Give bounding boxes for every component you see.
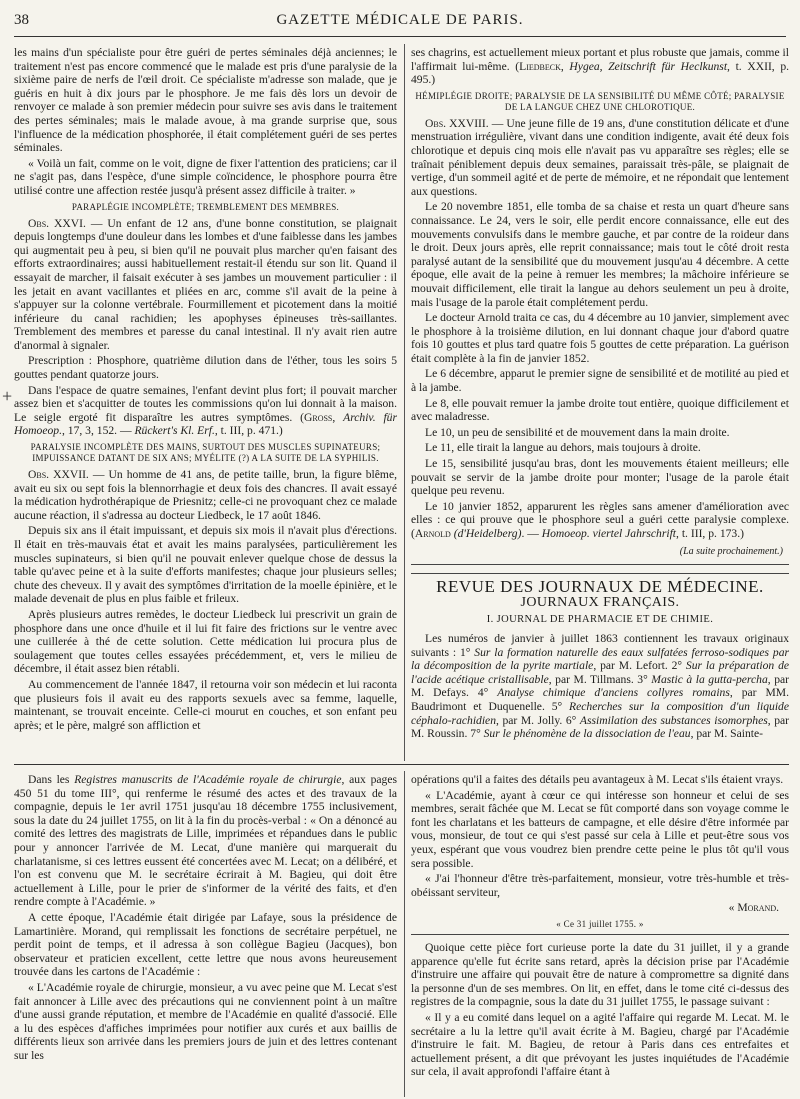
observation-label: Obs. XXVIII. (425, 116, 489, 130)
page-title: GAZETTE MÉDICALE DE PARIS. (276, 12, 524, 28)
section-heading: HÉMIPLÉGIE DROITE; PARALYSIE DE LA SENSIBILITÉ DU MÊME CÔTÉ; PARALYSIE DE LA LANGUE CHEZ UNE CHLOROTIQUE. (415, 90, 785, 112)
section-heading: I. JOURNAL DE PHARMACIE ET DE CHIMIE. (486, 614, 714, 626)
letter-date: « Ce 31 juillet 1755. » (556, 918, 644, 929)
article-title: Assimilation des substances isomorphes (579, 713, 768, 727)
text: , par M. Tillmans. 3° (548, 672, 652, 686)
section-divider (14, 764, 789, 765)
paragraph (14, 773, 397, 909)
paragraph: Le 8, elle pouvait remuer la jambe droite tout entière, quoique difficilement et avec maladresse. (411, 396, 789, 424)
text: , par M. Roussin. 7° (411, 713, 789, 741)
article-title: Mastic à la gutta-percha (651, 672, 768, 686)
column-left-top (14, 46, 397, 759)
article-title: Recherches sur la composition d'un liquide céphalo-rachidien (411, 699, 789, 727)
text: . — (521, 527, 542, 540)
source-title: Hygea, Zeitschrift für Heclkunst (569, 59, 728, 73)
paragraph: Le 15, sensibilité jusqu'au bras, dont les mouvements étaient meilleurs; elle pouvait se servir de la jambe droite pour monter; l'usage de la parole était quelque peu revenu. (411, 457, 789, 498)
page-number: 38 (14, 12, 29, 28)
paragraph: Le 6 décembre, apparut le premier signe de sensibilité et de motilité au pied et à la jambe. (411, 367, 789, 395)
text: ses chagrins, est actuellement mieux portant et plus robuste que jamais, comme il l'affirmait lui-même. ( (411, 46, 789, 73)
column-right-bottom (411, 773, 789, 1095)
observation-text: — Une jeune fille de 19 ans, d'une constitution délicate et d'une menstruation irrégulière, vivant dans une condition indigente, avait été deux fois chlorotique et depuis cinq mois elle n'avait pas vu apparaître ses règles; elle se traînait péniblement depuis deux semaines, paraissait très-pâle, se plaignait de vertige, d'un sommeil agité et de perte de mémoire, et ne répondait que lentement aux questions. (411, 116, 789, 198)
paragraph: Prescription : Phosphore, quatrième dilution dans de l'éther, tous les soirs 5 gouttes pendant quatorze jours. (14, 354, 397, 382)
text: Les numéros de janvier à juillet 1863 contiennent les travaux originaux suivants : 1° (411, 631, 789, 659)
column-left-bottom (14, 773, 397, 1095)
paragraph: les mains d'un spécialiste pour être guéri de pertes séminales déjà anciennes; le traitement n'est pas encore commencé que le malade est pris d'une paralysie de la sixième paire de nerfs de l'œil droit. Ce spécialiste m'adresse son malade, que je guéris en huit à dix jours par le phosphore. Je me fais dès lors un devoir de renvoyer ce malade à son premier médecin pour suivre ses avis dans le traitement des pertes séminales; mais le malade avoue, à ma grande surprise que, sous l'influence de la médication phosphorée, il était complétement guéri de ses pertes séminales. (14, 46, 397, 155)
paragraph: opérations qu'il a faites des détails peu avantageux à M. Lecat s'ils étaient vrays. (411, 773, 784, 786)
source-author: Arnold (414, 527, 451, 540)
source-title: Registres manuscrits de l'Académie royale de chirurgie (74, 773, 342, 786)
source-title: (d'Heidelberg) (453, 527, 522, 540)
horizontal-rule (411, 564, 789, 565)
source-author: Liedbeck (519, 59, 561, 73)
observation-paragraph (14, 468, 397, 522)
paragraph (14, 384, 397, 438)
column-divider-top (404, 44, 405, 761)
paragraph: Quoique cette pièce fort curieuse porte la date du 31 juillet, il y a grande apparence qu'elle fut écrite sans retard, après la décision prise par l'Académie d'instruire une affaire qui pouvait être de nature à compromettre sa dignité dans la personne d'un de ses membres. On lit, en effet, dans le tome cité ci-dessus des registres de la compagnie, sous la date du 31 juillet 1755, le passage suivant : (411, 940, 789, 1009)
paragraph: Le 11, elle tirait la langue au dehors, mais toujours à droite. (425, 441, 701, 455)
paragraph: « J'ai l'honneur d'être très-parfaitement, monsieur, votre très-humble et très-obéissant serviteur, (411, 872, 789, 899)
text: , par M. Lefort. 2° (593, 659, 686, 673)
text: Dans l'espace de quatre semaines, l'enfant devint plus fort; il pouvait marcher assez bien et s'acquitter de toutes les commissions qu'on lui donnait à la maison. Le seigle ergoté fit disparaître les autres symptômes. ( (14, 383, 397, 424)
margin-cross-mark: + (2, 386, 13, 406)
paragraph (411, 500, 789, 541)
source-title: Homoeop. viertel Jahrschrift (541, 527, 677, 540)
paragraph: Après plusieurs autres remèdes, le docteur Liedbeck lui prescrivit un grain de phosphore dans une once d'huile et il lui fit faire des frictions sur le ventre avec une cuillerée à thé de cette solution. Cette médication lui procura plus de soulagement que toutes celles essayées précédemment, et, vers le milieu de décembre, il était assez bien rétabli. (14, 607, 397, 676)
section-heading: PARALYSIE INCOMPLÈTE DES MAINS, SURTOUT DES MUSCLES SUPINATEURS; IMPUISSANCE DATANT DE SIX ANS; MYÉLITE (?) A LA SUITE DE LA SYPHILIS. (30, 442, 381, 464)
paragraph: Le docteur Arnold traita ce cas, du 4 décembre au 10 janvier, simplement avec le phosphore à la troisième dilution, en lui donnant chaque jour d'abord quatre fois 10 gouttes et plus tard quatre fois 5 gouttes de cette préparation. La guérison était complète à la fin de janvier 1852. (411, 311, 789, 365)
text: , t. III, p. 471.) (214, 424, 283, 438)
observation-text: — Un enfant de 12 ans, d'une bonne constitution, se plaignait depuis longtemps d'une douleur dans les lombes et d'une faiblesse dans les jambes qui augmentait peu à peu, si bien qu'il ne pouvait plus marcher qu'en faisant des efforts extraordinaires; aussi habituellement restait-il étendu sur son lit. Quand il essayait de marcher, il faisait exécuter à ses jambes un mouvement particulier : il les jetait en avant vacillantes et pliées en arc, comme s'il avait de la peine à s'appuyer sur la colonne vertébrale. Fourmillement et picotement dans la moitié inférieure du canal rachidien; les apophyses épineuses très-saillantes. Tremblement des membres et paresse du canal intestinal. Il n'y avait rien autre d'anormal à signaler. (14, 216, 397, 352)
text: , t. III, p. 173.) (676, 527, 744, 540)
paragraph: « Il y a eu comité dans lequel on a agité l'affaire qui regarde M. Lecat. M. le secrétaire a lu la lettre qu'il avait écrite à M. Bagieu, chargé par l'Académie d'instruire le fait. M. Bagieu, de retour à Paris dans ces entrefaites et actuellement présent, a dit que prévoyant les justes inquiétudes de l'Académie sur cela, il avait approfondi l'affaire étant à (411, 1010, 789, 1079)
observation-paragraph (411, 117, 789, 199)
page-header (14, 6, 786, 36)
text: , aux pages 450 51 du tome III°, qui renferme le résumé des actes et des travaux de la compagnie, depuis le 1er avril 1751 jusqu'au 18 décembre 1755 inclusivement, sous la date du 24 juillet 1755, on lit à la fin du procès-verbal : « On a dénoncé au comité des lettres des magistrats de Lille, imprimées et répandues dans le public pour y annoncer l'arrivée de M. Lecat, d'une manière qui marquerait du charlatanisme, si ces lettres eussent été concertées avec M. Lecat; on a délibéré, et l'on est convenu que M. le secrétaire écrirait à M. Bagieu, qui doit être actuellement à Lille, pour le prier de s'informer de la vérité des faits, et d'en rendre compte à l'Académie. » (14, 773, 397, 909)
text: , t. XXII, p. 495.) (411, 59, 789, 87)
paragraph: A cette époque, l'Académie était dirigée par Lafaye, sous la présidence de Lamartinière. Morand, qui remplissait les fonctions de secrétaire perpétuel, ne perdit point de temps, et il adressa à son collègue Bagieu (Jacques), bon observateur et praticien excellent, cette lettre que nous avons heureusement trouvée dans les cartons de l'Académie : (14, 910, 397, 979)
observation-paragraph (14, 217, 397, 353)
paragraph: « Voilà un fait, comme on le voit, digne de fixer l'attention des praticiens; car il ne s'agit pas, dans l'espèce, d'une simple coïncidence, le phosphore pourra être utilisé contre une affection restée jusqu'à présent assez difficile à traiter. » (14, 156, 397, 197)
observation-label: Obs. XXVII. (28, 468, 89, 482)
paragraph: Au commencement de l'année 1847, il retourna voir son médecin et lui raconta que plusieurs fois il avait eu des rapports sexuels avec sa femme, laquelle, maintenant, se trouvait enceinte. Celle-ci mourut en couches, et son enfant peu après; et le père, malgré son affliction et (14, 677, 397, 732)
continued-note: (La suite prochainement.) (679, 545, 783, 557)
text: , 17, 3, 152. — (61, 424, 135, 438)
text: , par M. Defays. 4° (411, 672, 789, 700)
column-divider-bottom (404, 771, 405, 1097)
text: Le 10 janvier 1852, apparurent les règles sans amener d'amélioration avec elles : ce qui prouve que le phosphore seul a guéri cette paralysie complexe. ( (411, 499, 789, 540)
text: , par MM. Baudrimont et Duquenelle. 5° (411, 686, 789, 713)
section-subtitle: JOURNAUX FRANÇAIS. (520, 594, 680, 610)
paragraph: « L'Académie royale de chirurgie, monsieur, a vu avec peine que M. Lecat s'est fait annoncer à Lille avec des précautions qui ne conviennent point à un maître d'une aussi grande réputation, et membre de l'Académie en qualité d'associé. Elle a lu des espèces d'affiches imprimées pour notifier aux curés et aux baillis de différents lieux son arrivée dans les premiers jours de juin et des lettres contenant sur les (14, 980, 397, 1062)
article-title: Sur la préparation de l'acide acétique cristallisable (411, 659, 789, 686)
text: , par M. Sainte- (690, 727, 764, 741)
observation-text: — Un homme de 41 ans, de petite taille, brun, la figure blême, avait eu six ou sept fois la blennorrhagie et deux fois des chancres. Il avait essayé la médication hydrothérapique de Priesnitz; celle-ci ne provoquant chez ce malade aucune réaction, il s'adressa au docteur Liedbeck, le 17 août 1846. (14, 468, 397, 522)
paragraph: Le 20 novembre 1851, elle tomba de sa chaise et resta un quart d'heure sans connaissance. Le 24, vers le soir, elle perdit encore connaissance, elle eut des mouvements convulsifs dans le membre gauche, et par contre de la roideur dans le droit. Deux jours après, elle reprit connaissance; mais tout le côté droit resta paralysé autant de la sensibilité que du mouvement jusqu'au 4 décembre. A cette époque, elle avait de la peine à remuer les membres; la mâchoire inférieure se mouvait difficilement, elle tirait la langue au dehors seulement un peu à droite, mais l'usage de la parole était complétement perdu. (411, 200, 789, 309)
section-heading: PARAPLÉGIE INCOMPLÈTE; TREMBLEMENT DES MEMBRES. (71, 201, 340, 212)
section-title: REVUE DES JOURNAUX DE MÉDECINE. (436, 577, 764, 597)
source-author: Gross, (304, 410, 344, 424)
paragraph: Depuis six ans il était impuissant, et depuis six mois il n'avait plus d'érections. Il était en très-mauvais état et avait les mains paralysées, particulièrement les muscles supinateurs, si bien qu'il ne pouvait enlever quelque chose de dessus la table qu'avec peine et à la suite d'efforts manifestes; chaque jour plusieurs selles; chute des cheveux. Il y avait des symptômes d'irritation de la moelle épinière, et le malade devenait de plus en plus faible et frileux. (14, 524, 397, 606)
column-right-top (411, 46, 789, 759)
observation-label: Obs. XXVI. (28, 216, 86, 230)
article-title: Sur la formation naturelle des eaux sulfatées ferroso-sodiques par la décomposition de la pyrite martiale (411, 645, 789, 673)
text: , par M. Jolly. 6° (496, 713, 580, 727)
paragraph (411, 632, 789, 741)
source-title: Archiv. für Homoeop. (14, 410, 397, 438)
paragraph: ses chagrins, est actuellement mieux portant et plus robuste que jamais, comme il l'affirmait lui-même. (Liedbeck, Hygea, Zeitschrift für Heclkunst, t. XXII, p. 495.) (411, 46, 789, 87)
article-title: Analyse chimique d'anciens collyres romains (497, 686, 730, 700)
source-title: Rückert's Kl. Erf. (134, 424, 215, 438)
paragraph: « L'Académie, ayant à cœur ce qui intéresse son honneur et celui de ses membres, serait fâchée que M. Lecat se fût comporté dans son voyage comme le font les charlatans et les batteurs de campagne, et elle désire d'être informée par vous, monsieur, de tout ce qui s'est passé sur cela à Lille et peut-être sous vos yeux, espérant que vous voudrez bien prendre cette peine le plus tôt qu'il vous sera possible. (411, 788, 789, 870)
text: Dans les (28, 773, 75, 786)
signature: « Morand. (728, 901, 779, 915)
article-title: Sur le phénomène de la dissociation de l'eau (483, 727, 691, 741)
paragraph: Le 10, un peu de sensibilité et de mouvement dans la main droite. (425, 425, 730, 439)
header-rule (14, 36, 786, 37)
horizontal-rule (411, 934, 789, 935)
horizontal-rule (411, 573, 789, 574)
